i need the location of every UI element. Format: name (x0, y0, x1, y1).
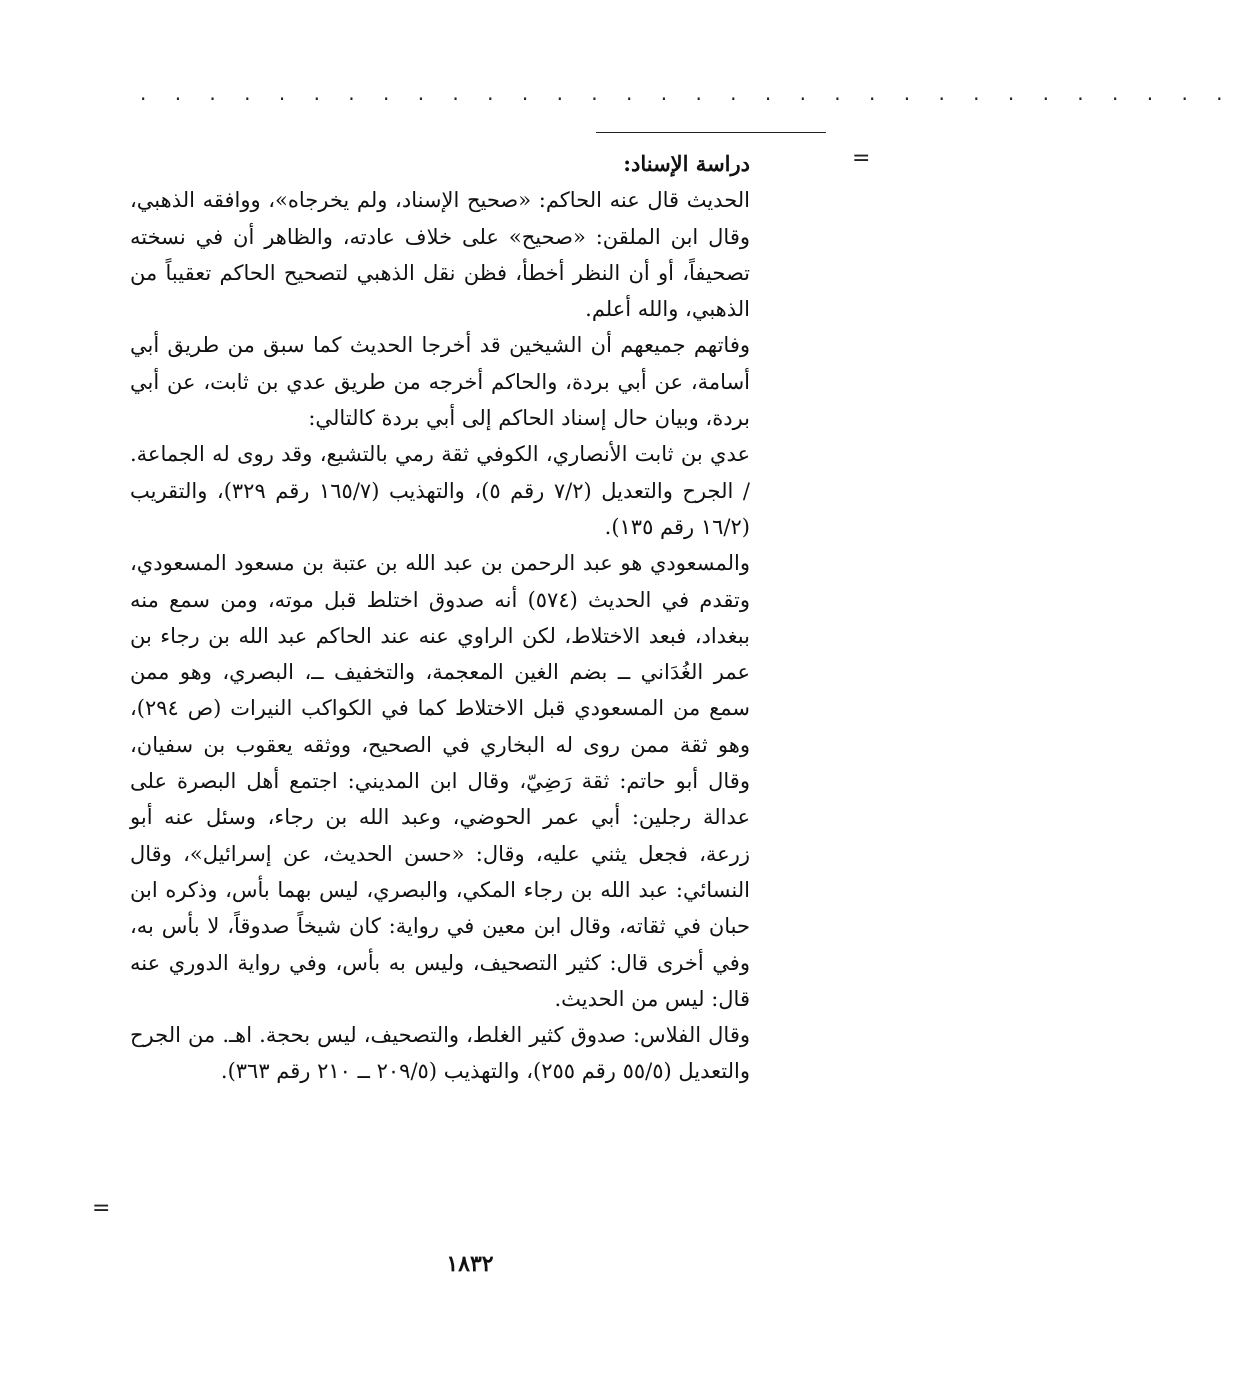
margin-mark-top: = (852, 146, 871, 171)
paragraph-1: الحديث قال عنه الحاكم: «صحيح الإسناد، ولم يخرجاه»، ووافقه الذهبي، وقال ابن الملقن: «صحيح» على خلاف عادته، والظاهر أن في نسخته تصحيفاً، أو أن النظر أخطأ، فظن نقل الذهبي لتصحيح الحاكم تعقيباً من الذهبي، والله أعلم. (130, 188, 750, 322)
section-heading: دراسة الإسناد: (623, 151, 750, 176)
page-number: ١٨٣٢ (446, 1251, 494, 1277)
margin-mark-bottom: = (92, 1196, 111, 1221)
paragraph-3: عدي بن ثابت الأنصاري، الكوفي ثقة رمي بالتشيع، وقد روى له الجماعة. / الجرح والتعديل (٧/٢ رقم ٥)، والتهذيب (١٦٥/٧ رقم ٣٢٩)، والتقريب (١٦/٢ رقم ١٣٥). (130, 442, 750, 539)
paragraph-5: وقال الفلاس: صدوق كثير الغلط، والتصحيف، ليس بحجة. اهـ. من الجرح والتعديل (٥٥/٥ رقم ٢٥٥)، والتهذيب (٢٠٩/٥ ــ ٢١٠ رقم ٣٦٣). (130, 1023, 751, 1084)
paragraph-4: والمسعودي هو عبد الرحمن بن عبد الله بن عتبة بن مسعود المسعودي، وتقدم في الحديث (٥٧٤) أنه صدوق اختلط قبل موته، ومن سمع منه ببغداد، فبعد الاختلاط، لكن الراوي عنه عند الحاكم عبد الله بن رجاء بن عمر الغُدَاني ــ بضم الغين المعجمة، والتخفيف ــ، البصري، وهو ممن سمع من المسعودي قبل الاختلاط كما في الكواكب النيرات (ص ٢٩٤)، وهو ثقة ممن روى له البخاري في الصحيح، ووثقه يعقوب بن سفيان، وقال أبو حاتم: ثقة رَضِيّ، وقال ابن المديني: اجتمع أهل البصرة على عدالة رجلين: أبي عمر الحوضي، وعبد الله بن رجاء، وسئل عنه أبو زرعة، فجعل يثني عليه، وقال: «حسن الحديث، عن إسرائيل»، وقال النسائي: عبد الله بن رجاء المكي، والبصري، ليس بهما بأس، وذكره ابن حبان في ثقاته، وقال ابن معين في رواية: كان شيخاً صدوقاً، لا بأس به، وفي أخرى قال: كثير التصحيف، وليس به بأس، وفي رواية الدوري عنه قال: ليس من الحديث. (130, 551, 750, 1011)
header-rule (596, 132, 826, 133)
main-text (130, 146, 750, 1090)
header-dotted-divider: . . . . . . . . . . . . . . . . . . . . . . . . . . . . . . . . (140, 81, 1234, 105)
paragraph-2: وفاتهم جميعهم أن الشيخين قد أخرجا الحديث كما سبق من طريق أبي أسامة، عن أبي بردة، والحاكم أخرجه من طريق عدي بن ثابت، عن أبي بردة، وبيان حال إسناد الحاكم إلى أبي بردة كالتالي: (130, 333, 750, 431)
